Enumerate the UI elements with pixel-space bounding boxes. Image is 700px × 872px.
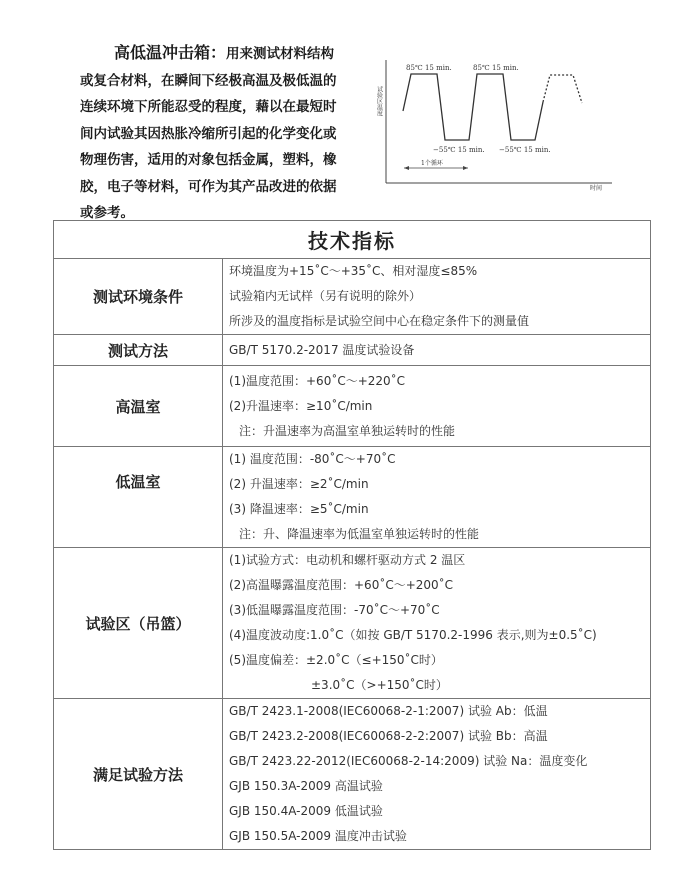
x-axis-label: 时间 <box>590 185 603 192</box>
row-line: (1)温度范围：+60˚C～+220˚C <box>229 373 406 388</box>
high-label-1: 85℃ 15 min. <box>406 64 452 72</box>
cycle-arrow-head-left <box>404 166 409 170</box>
table-row <box>54 548 651 699</box>
row-line: GB/T 2423.2-2008(IEC60068-2-2:2007) 试验 Bb：高温 <box>229 729 548 743</box>
row-label: 测试环境条件 <box>54 259 223 335</box>
row-line: ±3.0˚C（>+150˚C时） <box>311 678 448 692</box>
row-line: (2) 升温速率：≥2˚C/min <box>229 477 369 491</box>
row-line: (5)温度偏差：±2.0˚C（≤+150˚C时） <box>229 653 443 667</box>
row-line: GB/T 2423.22-2012(IEC60068-2-14:2009) 试验 Na：温度变化 <box>229 754 588 768</box>
row-line: GJB 150.4A-2009 低温试验 <box>229 804 383 818</box>
low-label-1: −55℃ 15 min. <box>433 146 485 154</box>
row-line: 试验箱内无试样（另有说明的除外） <box>229 289 422 303</box>
row-line: GJB 150.5A-2009 温度冲击试验 <box>229 829 407 843</box>
row-line: 所涉及的温度指标是试验空间中心在稳定条件下的测量值 <box>229 314 530 328</box>
row-label: 低温室 <box>54 447 223 548</box>
row-line: (2)高温曝露温度范围：+60˚C～+200˚C <box>229 578 454 592</box>
row-line: GJB 150.3A-2009 高温试验 <box>229 779 383 793</box>
temperature-cycle-diagram <box>360 40 680 200</box>
intro-paragraph <box>80 40 342 227</box>
cycle-waveform <box>403 74 543 140</box>
intro-body: 用来测试材料结构或复合材料，在瞬间下经极高温及极低温的连续环境下所能忍受的程度，藉以在最短时间内试验其因热胀冷缩所引起的化学变化或物理伤害，适用的对象包括金属，塑料，橡胶，电子等材料，可作为其产品改进的依据或参考。 <box>80 46 337 221</box>
row-line: GB/T 5170.2-2017 温度试验设备 <box>229 342 415 357</box>
row-label: 满足试验方法 <box>54 699 223 850</box>
high-label-2: 85℃ 15 min. <box>473 64 519 72</box>
intro-lead: 高低温冲击箱： <box>114 43 227 62</box>
low-label-2: −55℃ 15 min. <box>499 146 551 154</box>
table-row <box>54 699 651 850</box>
row-line: (3)低温曝露温度范围：-70˚C～+70˚C <box>229 603 440 617</box>
row-line: (3) 降温速率：≥5˚C/min <box>229 502 369 516</box>
table-row <box>54 259 651 335</box>
y-axis-label: 试验区温度 <box>375 86 383 116</box>
table-row <box>54 447 651 548</box>
row-line: (4)温度波动度:1.0˚C（如按 GB/T 5170.2-1996 表示,则为±0.5˚C) <box>229 628 597 642</box>
row-label: 高温室 <box>54 366 223 447</box>
cycle-waveform-continuation <box>543 75 582 103</box>
cycle-label: 1个循环 <box>421 160 443 167</box>
row-label: 试验区（吊篮） <box>54 548 223 699</box>
row-line: GB/T 2423.1-2008(IEC60068-2-1:2007) 试验 Ab：低温 <box>229 704 548 718</box>
row-line: (1)试验方式：电动机和螺杆驱动方式 2 温区 <box>229 553 466 567</box>
table-row <box>54 335 651 366</box>
spec-table <box>53 220 651 850</box>
row-line: (2)升温速率：≥10˚C/min <box>229 398 373 413</box>
row-label: 测试方法 <box>54 335 223 366</box>
table-title: 技术指标 <box>54 221 651 259</box>
table-row <box>54 366 651 447</box>
row-line: (1) 温度范围：-80˚C～+70˚C <box>229 452 396 466</box>
cycle-arrow-head-right <box>463 166 468 170</box>
row-line: 环境温度为+15˚C～+35˚C、相对湿度≤85% <box>229 264 478 278</box>
row-note: 注：升温速率为高温室单独运转时的性能 <box>239 423 456 438</box>
row-note: 注：升、降温速率为低温室单独运转时的性能 <box>239 527 480 541</box>
